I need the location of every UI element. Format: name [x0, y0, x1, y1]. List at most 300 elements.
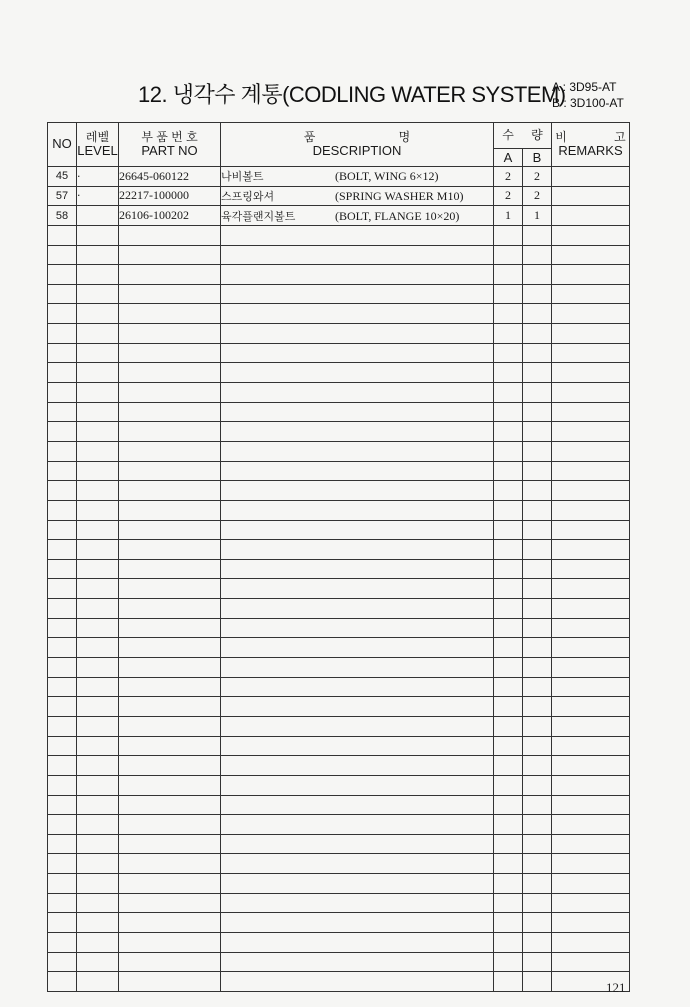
- level-cell: [77, 599, 119, 619]
- level-cell: [77, 343, 119, 363]
- col-header-remarks-en: REMARKS: [558, 142, 623, 158]
- empty-table-row: [48, 658, 630, 678]
- description-cell: [221, 225, 494, 245]
- qty-a-cell: [494, 481, 523, 501]
- qty-a-cell: [494, 422, 523, 442]
- no-cell: [48, 932, 77, 952]
- level-cell: [77, 422, 119, 442]
- part-no-cell: [119, 638, 221, 658]
- qty-b-cell: 1: [523, 206, 552, 226]
- part-no-cell: [119, 697, 221, 717]
- remarks-cell: [552, 599, 630, 619]
- remarks-cell: [552, 716, 630, 736]
- qty-a-cell: 1: [494, 206, 523, 226]
- qty-b-cell: [523, 304, 552, 324]
- empty-table-row: [48, 834, 630, 854]
- no-cell: [48, 775, 77, 795]
- qty-a-cell: [494, 383, 523, 403]
- description-cell: [221, 775, 494, 795]
- empty-table-row: [48, 795, 630, 815]
- col-header-part: [119, 123, 221, 167]
- part-no-cell: [119, 854, 221, 874]
- empty-table-row: [48, 441, 630, 461]
- qty-b-cell: [523, 972, 552, 992]
- empty-table-row: [48, 599, 630, 619]
- level-cell: [77, 520, 119, 540]
- empty-table-row: [48, 402, 630, 422]
- qty-b-cell: [523, 638, 552, 658]
- remarks-cell: [552, 225, 630, 245]
- no-cell: 57: [48, 186, 77, 206]
- level-cell: [77, 206, 119, 226]
- empty-table-row: [48, 775, 630, 795]
- part-no-cell: [119, 834, 221, 854]
- part-no-cell: 26106-100202: [119, 206, 221, 226]
- qty-b-cell: [523, 225, 552, 245]
- qty-b-cell: [523, 795, 552, 815]
- part-no-cell: [119, 363, 221, 383]
- level-cell: [77, 579, 119, 599]
- qty-b-cell: [523, 383, 552, 403]
- description-cell: [221, 756, 494, 776]
- empty-table-row: [48, 913, 630, 933]
- part-no-cell: [119, 618, 221, 638]
- description-cell: [221, 874, 494, 894]
- remarks-cell: [552, 186, 630, 206]
- no-cell: [48, 579, 77, 599]
- part-no-cell: [119, 245, 221, 265]
- col-header-desc-ko: 품 명: [303, 129, 411, 144]
- description-cell: [221, 265, 494, 285]
- qty-b-cell: [523, 736, 552, 756]
- no-cell: [48, 638, 77, 658]
- no-cell: [48, 716, 77, 736]
- empty-table-row: [48, 638, 630, 658]
- description-cell: [221, 697, 494, 717]
- level-cell: [77, 815, 119, 835]
- part-no-cell: [119, 383, 221, 403]
- description-cell: [221, 716, 494, 736]
- qty-a-cell: [494, 520, 523, 540]
- qty-a-cell: [494, 343, 523, 363]
- remarks-cell: [552, 697, 630, 717]
- qty-b-cell: [523, 756, 552, 776]
- qty-a-cell: [494, 913, 523, 933]
- level-cell: [77, 441, 119, 461]
- part-no-cell: [119, 775, 221, 795]
- remarks-cell: [552, 441, 630, 461]
- part-no-cell: [119, 874, 221, 894]
- level-cell: [77, 893, 119, 913]
- empty-table-row: [48, 383, 630, 403]
- qty-b-cell: [523, 854, 552, 874]
- level-cell: [77, 618, 119, 638]
- level-cell: [77, 324, 119, 344]
- qty-a-cell: [494, 324, 523, 344]
- qty-a-cell: [494, 618, 523, 638]
- qty-a-cell: [494, 579, 523, 599]
- description-cell: [221, 952, 494, 972]
- qty-b-cell: [523, 540, 552, 560]
- col-header-qty-b: B: [523, 149, 552, 167]
- level-cell: [77, 559, 119, 579]
- level-cell: [77, 677, 119, 697]
- no-cell: [48, 225, 77, 245]
- empty-table-row: [48, 854, 630, 874]
- qty-b-cell: [523, 815, 552, 835]
- qty-b-cell: [523, 520, 552, 540]
- qty-a-cell: [494, 697, 523, 717]
- remarks-cell: [552, 402, 630, 422]
- qty-b-cell: [523, 559, 552, 579]
- empty-table-row: [48, 697, 630, 717]
- no-cell: [48, 618, 77, 638]
- qty-a-cell: [494, 874, 523, 894]
- col-header-remarks: [552, 123, 630, 167]
- description-cell: [221, 520, 494, 540]
- remarks-cell: [552, 520, 630, 540]
- part-no-cell: [119, 324, 221, 344]
- qty-b-cell: [523, 716, 552, 736]
- description-cell: [221, 481, 494, 501]
- qty-a-cell: [494, 559, 523, 579]
- no-cell: 58: [48, 206, 77, 226]
- col-header-desc-en: DESCRIPTION: [312, 142, 402, 158]
- remarks-cell: [552, 736, 630, 756]
- remarks-cell: [552, 559, 630, 579]
- col-header-qty-a: A: [494, 149, 523, 167]
- empty-table-row: [48, 618, 630, 638]
- remarks-cell: [552, 245, 630, 265]
- part-no-cell: [119, 579, 221, 599]
- qty-b-cell: [523, 677, 552, 697]
- part-no-cell: [119, 540, 221, 560]
- col-header-desc: [221, 123, 494, 167]
- description-cell: [221, 834, 494, 854]
- description-english: (BOLT, WING 6×12): [335, 169, 439, 184]
- remarks-cell: [552, 343, 630, 363]
- no-cell: [48, 343, 77, 363]
- qty-b-cell: [523, 697, 552, 717]
- empty-table-row: [48, 756, 630, 776]
- empty-table-row: [48, 893, 630, 913]
- no-cell: [48, 658, 77, 678]
- qty-a-cell: 2: [494, 167, 523, 187]
- qty-a-cell: [494, 658, 523, 678]
- qty-a-cell: [494, 284, 523, 304]
- description-cell: [221, 913, 494, 933]
- remarks-cell: [552, 677, 630, 697]
- col-header-qty: 수 량: [494, 123, 552, 149]
- level-cell: [77, 245, 119, 265]
- qty-b-cell: [523, 363, 552, 383]
- qty-b-cell: [523, 422, 552, 442]
- remarks-cell: [552, 461, 630, 481]
- part-no-cell: [119, 481, 221, 501]
- part-no-cell: [119, 599, 221, 619]
- description-cell: [221, 932, 494, 952]
- part-no-cell: [119, 795, 221, 815]
- empty-table-row: [48, 500, 630, 520]
- part-no-cell: [119, 756, 221, 776]
- qty-b-cell: 2: [523, 186, 552, 206]
- remarks-cell: [552, 854, 630, 874]
- no-cell: [48, 756, 77, 776]
- part-no-cell: [119, 500, 221, 520]
- qty-a-cell: [494, 893, 523, 913]
- remarks-cell: [552, 815, 630, 835]
- description-cell: [221, 461, 494, 481]
- description-cell: [221, 815, 494, 835]
- description-cell: [221, 363, 494, 383]
- qty-a-cell: [494, 265, 523, 285]
- no-cell: [48, 422, 77, 442]
- no-cell: [48, 559, 77, 579]
- col-header-part-ko: 부 품 번 호: [141, 129, 198, 144]
- empty-table-row: [48, 815, 630, 835]
- description-cell: [221, 559, 494, 579]
- description-english: (SPRING WASHER M10): [335, 188, 464, 203]
- empty-table-row: [48, 225, 630, 245]
- empty-table-row: [48, 952, 630, 972]
- qty-a-cell: [494, 500, 523, 520]
- empty-table-row: [48, 972, 630, 992]
- description-cell: [221, 304, 494, 324]
- part-no-cell: [119, 265, 221, 285]
- level-cell: [77, 972, 119, 992]
- level-cell: [77, 854, 119, 874]
- remarks-cell: [552, 893, 630, 913]
- part-no-cell: [119, 343, 221, 363]
- remarks-cell: [552, 481, 630, 501]
- no-cell: [48, 441, 77, 461]
- empty-table-row: [48, 245, 630, 265]
- qty-b-cell: [523, 284, 552, 304]
- col-header-part-en: PART NO: [141, 142, 198, 158]
- qty-b-cell: [523, 952, 552, 972]
- qty-a-cell: [494, 402, 523, 422]
- part-no-cell: [119, 461, 221, 481]
- no-cell: 45: [48, 167, 77, 187]
- level-cell: [77, 304, 119, 324]
- qty-a-cell: [494, 638, 523, 658]
- col-header-no: NO: [48, 123, 77, 167]
- description-cell: [221, 402, 494, 422]
- qty-b-cell: [523, 599, 552, 619]
- empty-table-row: [48, 304, 630, 324]
- no-cell: [48, 599, 77, 619]
- remarks-cell: [552, 913, 630, 933]
- qty-a-cell: [494, 225, 523, 245]
- no-cell: [48, 834, 77, 854]
- empty-table-row: [48, 324, 630, 344]
- level-cell: [77, 383, 119, 403]
- remarks-cell: [552, 952, 630, 972]
- level-cell: [77, 540, 119, 560]
- no-cell: [48, 363, 77, 383]
- description-cell: [221, 422, 494, 442]
- remarks-cell: [552, 304, 630, 324]
- qty-a-cell: [494, 599, 523, 619]
- qty-a-cell: [494, 815, 523, 835]
- level-cell: [77, 697, 119, 717]
- qty-a-cell: [494, 834, 523, 854]
- level-cell: [77, 952, 119, 972]
- empty-table-row: [48, 677, 630, 697]
- no-cell: [48, 952, 77, 972]
- no-cell: [48, 461, 77, 481]
- description-cell: [221, 441, 494, 461]
- part-no-cell: [119, 225, 221, 245]
- level-cell: [77, 874, 119, 894]
- no-cell: [48, 795, 77, 815]
- level-cell: [77, 500, 119, 520]
- level-cell: [77, 225, 119, 245]
- level-cell: [77, 461, 119, 481]
- parts-table-body: [48, 167, 630, 992]
- description-cell: [221, 206, 494, 226]
- remarks-cell: [552, 756, 630, 776]
- part-no-cell: [119, 520, 221, 540]
- no-cell: [48, 245, 77, 265]
- qty-b-cell: 2: [523, 167, 552, 187]
- part-no-cell: [119, 932, 221, 952]
- description-cell: [221, 186, 494, 206]
- qty-a-cell: [494, 304, 523, 324]
- empty-table-row: [48, 716, 630, 736]
- no-cell: [48, 284, 77, 304]
- remarks-cell: [552, 874, 630, 894]
- part-no-cell: [119, 559, 221, 579]
- level-cell: [77, 756, 119, 776]
- page-number: 121: [606, 980, 626, 995]
- part-no-cell: [119, 815, 221, 835]
- qty-b-cell: [523, 775, 552, 795]
- qty-b-cell: [523, 265, 552, 285]
- empty-table-row: [48, 363, 630, 383]
- no-cell: [48, 893, 77, 913]
- qty-b-cell: [523, 932, 552, 952]
- level-cell: [77, 658, 119, 678]
- legend-model-b: B : 3D100-AT: [552, 96, 624, 110]
- remarks-cell: [552, 383, 630, 403]
- remarks-cell: [552, 579, 630, 599]
- remarks-cell: [552, 638, 630, 658]
- description-cell: [221, 618, 494, 638]
- remarks-cell: [552, 363, 630, 383]
- part-no-cell: [119, 658, 221, 678]
- qty-b-cell: [523, 658, 552, 678]
- remarks-cell: [552, 540, 630, 560]
- description-cell: [221, 500, 494, 520]
- description-cell: [221, 972, 494, 992]
- col-header-level-en: LEVEL: [77, 142, 118, 158]
- no-cell: [48, 854, 77, 874]
- col-header-remarks-ko: 비 고: [555, 129, 626, 144]
- remarks-cell: [552, 167, 630, 187]
- remarks-cell: [552, 324, 630, 344]
- level-cell: ·: [77, 167, 119, 187]
- empty-table-row: [48, 481, 630, 501]
- part-no-cell: [119, 284, 221, 304]
- no-cell: [48, 913, 77, 933]
- qty-a-cell: [494, 245, 523, 265]
- qty-b-cell: [523, 343, 552, 363]
- qty-a-cell: [494, 775, 523, 795]
- no-cell: [48, 265, 77, 285]
- level-cell: [77, 265, 119, 285]
- description-cell: [221, 579, 494, 599]
- level-cell: [77, 736, 119, 756]
- remarks-cell: [552, 284, 630, 304]
- qty-a-cell: [494, 736, 523, 756]
- table-row: [48, 186, 630, 206]
- description-cell: [221, 540, 494, 560]
- description-cell: [221, 795, 494, 815]
- qty-b-cell: [523, 579, 552, 599]
- description-cell: [221, 736, 494, 756]
- remarks-cell: [552, 658, 630, 678]
- qty-a-cell: [494, 972, 523, 992]
- description-cell: [221, 638, 494, 658]
- no-cell: [48, 677, 77, 697]
- part-no-cell: [119, 304, 221, 324]
- part-no-cell: [119, 402, 221, 422]
- no-cell: [48, 481, 77, 501]
- page-title: 12. 냉각수 계통(CODLING WATER SYSTEM): [138, 82, 566, 107]
- no-cell: [48, 383, 77, 403]
- remarks-cell: [552, 775, 630, 795]
- empty-table-row: [48, 284, 630, 304]
- legend-model-a: A : 3D95-AT: [552, 80, 617, 94]
- description-english: (BOLT, FLANGE 10×20): [335, 208, 460, 223]
- no-cell: [48, 500, 77, 520]
- description-korean: 육각플랜지볼트: [221, 209, 296, 223]
- level-cell: [77, 932, 119, 952]
- empty-table-row: [48, 559, 630, 579]
- remarks-cell: [552, 618, 630, 638]
- description-korean: 나비볼트: [221, 170, 264, 184]
- no-cell: [48, 540, 77, 560]
- part-no-cell: 22217-100000: [119, 186, 221, 206]
- qty-a-cell: [494, 677, 523, 697]
- qty-b-cell: [523, 618, 552, 638]
- description-korean: 스프링와셔: [221, 189, 275, 203]
- qty-b-cell: [523, 481, 552, 501]
- no-cell: [48, 972, 77, 992]
- qty-b-cell: [523, 461, 552, 481]
- col-header-level: [77, 123, 119, 167]
- qty-b-cell: [523, 245, 552, 265]
- description-cell: [221, 324, 494, 344]
- qty-a-cell: [494, 540, 523, 560]
- no-cell: [48, 520, 77, 540]
- remarks-cell: [552, 795, 630, 815]
- qty-a-cell: [494, 795, 523, 815]
- parts-table: [47, 122, 630, 992]
- no-cell: [48, 815, 77, 835]
- part-no-cell: [119, 893, 221, 913]
- no-cell: [48, 874, 77, 894]
- no-cell: [48, 304, 77, 324]
- part-no-cell: [119, 972, 221, 992]
- level-cell: [77, 481, 119, 501]
- qty-a-cell: [494, 952, 523, 972]
- remarks-cell: [552, 834, 630, 854]
- qty-b-cell: [523, 441, 552, 461]
- level-cell: [77, 284, 119, 304]
- qty-b-cell: [523, 874, 552, 894]
